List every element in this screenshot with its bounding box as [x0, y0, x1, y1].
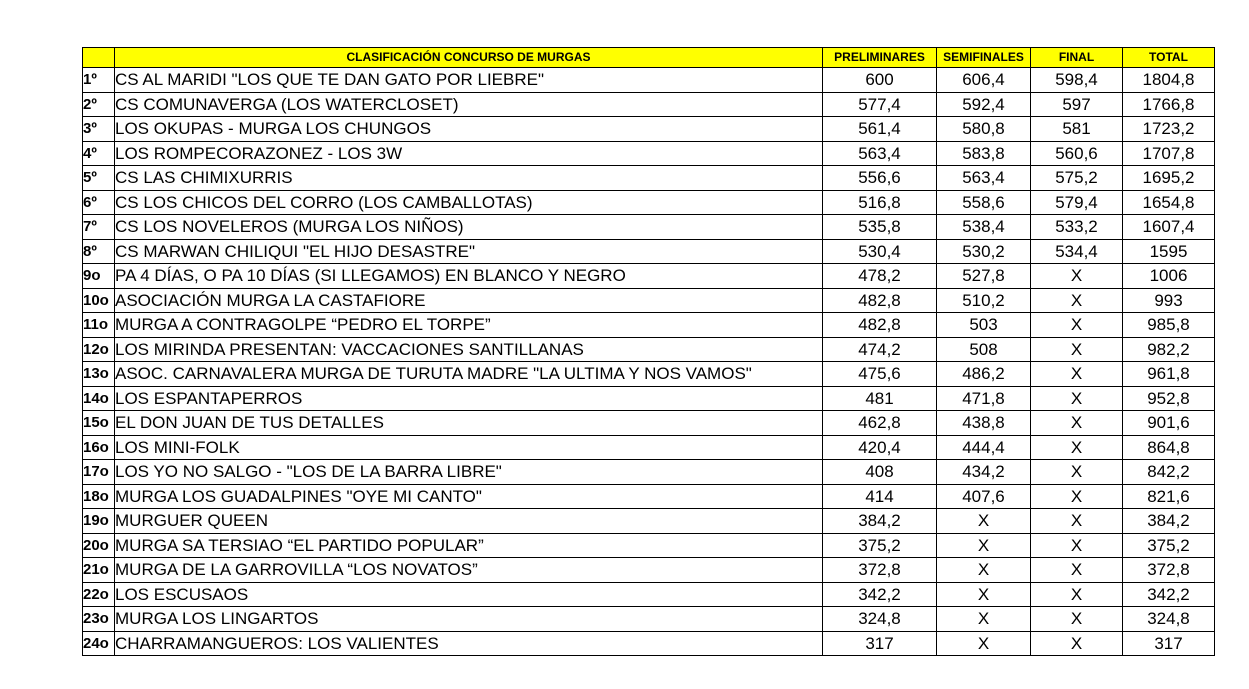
row-position: 10o: [83, 288, 115, 313]
row-murga-name: MURGA A CONTRAGOLPE “PEDRO EL TORPE”: [115, 313, 823, 338]
row-total-score: 961,8: [1123, 362, 1215, 387]
row-preliminares-score: 530,4: [823, 239, 937, 264]
row-murga-name: LOS OKUPAS - MURGA LOS CHUNGOS: [115, 117, 823, 142]
row-position: 1º: [83, 68, 115, 93]
row-total-score: 901,6: [1123, 411, 1215, 436]
row-preliminares-score: 474,2: [823, 337, 937, 362]
row-preliminares-score: 478,2: [823, 264, 937, 289]
row-total-score: 324,8: [1123, 607, 1215, 632]
header-final: FINAL: [1031, 48, 1123, 68]
row-final-score: 534,4: [1031, 239, 1123, 264]
row-preliminares-score: 342,2: [823, 582, 937, 607]
row-semifinales-score: 580,8: [937, 117, 1031, 142]
row-total-score: 317: [1123, 631, 1215, 656]
row-final-score: X: [1031, 362, 1123, 387]
row-position: 22o: [83, 582, 115, 607]
row-final-score: 598,4: [1031, 68, 1123, 93]
row-preliminares-score: 600: [823, 68, 937, 93]
row-murga-name: MURGA LOS LINGARTOS: [115, 607, 823, 632]
row-preliminares-score: 324,8: [823, 607, 937, 632]
row-semifinales-score: 538,4: [937, 215, 1031, 240]
row-semifinales-score: 444,4: [937, 435, 1031, 460]
table-row: [83, 166, 1215, 191]
row-preliminares-score: 556,6: [823, 166, 937, 191]
row-semifinales-score: X: [937, 582, 1031, 607]
row-murga-name: MURGUER QUEEN: [115, 509, 823, 534]
table-row: [83, 92, 1215, 117]
row-murga-name: PA 4 DÍAS, O PA 10 DÍAS (SI LLEGAMOS) EN BLANCO Y NEGRO: [115, 264, 823, 289]
header-title: CLASIFICACIÓN CONCURSO DE MURGAS: [115, 48, 823, 68]
row-final-score: X: [1031, 460, 1123, 485]
row-murga-name: CS AL MARIDI "LOS QUE TE DAN GATO POR LIEBRE": [115, 68, 823, 93]
row-murga-name: ASOC. CARNAVALERA MURGA DE TURUTA MADRE "LA ULTIMA Y NOS VAMOS": [115, 362, 823, 387]
row-semifinales-score: 471,8: [937, 386, 1031, 411]
row-total-score: 1766,8: [1123, 92, 1215, 117]
table-row: [83, 362, 1215, 387]
row-preliminares-score: 420,4: [823, 435, 937, 460]
row-murga-name: MURGA SA TERSIAO “EL PARTIDO POPULAR”: [115, 533, 823, 558]
row-total-score: 375,2: [1123, 533, 1215, 558]
row-final-score: 581: [1031, 117, 1123, 142]
row-semifinales-score: 563,4: [937, 166, 1031, 191]
row-murga-name: EL DON JUAN DE TUS DETALLES: [115, 411, 823, 436]
row-preliminares-score: 561,4: [823, 117, 937, 142]
table-row: [83, 435, 1215, 460]
row-final-score: X: [1031, 558, 1123, 583]
row-semifinales-score: 510,2: [937, 288, 1031, 313]
table-row: [83, 386, 1215, 411]
row-murga-name: LOS ROMPECORAZONEZ - LOS 3W: [115, 141, 823, 166]
row-total-score: 864,8: [1123, 435, 1215, 460]
table-row: [83, 607, 1215, 632]
row-preliminares-score: 481: [823, 386, 937, 411]
row-position: 15o: [83, 411, 115, 436]
table-row: [83, 190, 1215, 215]
row-preliminares-score: 577,4: [823, 92, 937, 117]
row-position: 16o: [83, 435, 115, 460]
row-total-score: 1804,8: [1123, 68, 1215, 93]
row-final-score: X: [1031, 533, 1123, 558]
table-row: [83, 264, 1215, 289]
row-total-score: 1695,2: [1123, 166, 1215, 191]
row-total-score: 1707,8: [1123, 141, 1215, 166]
row-semifinales-score: X: [937, 558, 1031, 583]
table-row: [83, 558, 1215, 583]
row-semifinales-score: 558,6: [937, 190, 1031, 215]
table-body: [83, 68, 1215, 656]
header-row: [83, 48, 1215, 68]
table-row: [83, 239, 1215, 264]
row-total-score: 985,8: [1123, 313, 1215, 338]
row-position: 19o: [83, 509, 115, 534]
row-preliminares-score: 482,8: [823, 288, 937, 313]
row-position: 17o: [83, 460, 115, 485]
row-position: 14o: [83, 386, 115, 411]
row-position: 18o: [83, 484, 115, 509]
row-total-score: 952,8: [1123, 386, 1215, 411]
row-final-score: 579,4: [1031, 190, 1123, 215]
row-semifinales-score: X: [937, 509, 1031, 534]
row-position: 23o: [83, 607, 115, 632]
row-position: 21o: [83, 558, 115, 583]
row-semifinales-score: X: [937, 533, 1031, 558]
header-position: [83, 48, 115, 68]
row-semifinales-score: 527,8: [937, 264, 1031, 289]
row-semifinales-score: 407,6: [937, 484, 1031, 509]
header-semifinales: SEMIFINALES: [937, 48, 1031, 68]
table-row: [83, 460, 1215, 485]
table-row: [83, 631, 1215, 656]
row-preliminares-score: 482,8: [823, 313, 937, 338]
row-position: 9o: [83, 264, 115, 289]
table-row: [83, 509, 1215, 534]
row-final-score: X: [1031, 582, 1123, 607]
row-total-score: 1607,4: [1123, 215, 1215, 240]
classification-table: [82, 47, 1215, 656]
table-row: [83, 215, 1215, 240]
table-row: [83, 141, 1215, 166]
row-total-score: 993: [1123, 288, 1215, 313]
row-final-score: X: [1031, 264, 1123, 289]
row-preliminares-score: 317: [823, 631, 937, 656]
row-murga-name: LOS MIRINDA PRESENTAN: VACCACIONES SANTILLANAS: [115, 337, 823, 362]
row-final-score: X: [1031, 509, 1123, 534]
row-murga-name: MURGA DE LA GARROVILLA “LOS NOVATOS”: [115, 558, 823, 583]
row-preliminares-score: 375,2: [823, 533, 937, 558]
row-preliminares-score: 462,8: [823, 411, 937, 436]
row-position: 13o: [83, 362, 115, 387]
row-total-score: 1723,2: [1123, 117, 1215, 142]
row-position: 2º: [83, 92, 115, 117]
row-preliminares-score: 563,4: [823, 141, 937, 166]
row-murga-name: MURGA LOS GUADALPINES "OYE MI CANTO": [115, 484, 823, 509]
row-total-score: 342,2: [1123, 582, 1215, 607]
row-total-score: 1006: [1123, 264, 1215, 289]
row-murga-name: CS MARWAN CHILIQUI "EL HIJO DESASTRE": [115, 239, 823, 264]
row-position: 4º: [83, 141, 115, 166]
row-murga-name: CS LOS NOVELEROS (MURGA LOS NIÑOS): [115, 215, 823, 240]
row-murga-name: CS LOS CHICOS DEL CORRO (LOS CAMBALLOTAS): [115, 190, 823, 215]
row-position: 5º: [83, 166, 115, 191]
row-semifinales-score: 486,2: [937, 362, 1031, 387]
row-murga-name: LOS YO NO SALGO - "LOS DE LA BARRA LIBRE": [115, 460, 823, 485]
table-row: [83, 313, 1215, 338]
table-row: [83, 68, 1215, 93]
row-final-score: X: [1031, 484, 1123, 509]
row-position: 20o: [83, 533, 115, 558]
row-murga-name: CS COMUNAVERGA (LOS WATERCLOSET): [115, 92, 823, 117]
row-semifinales-score: X: [937, 607, 1031, 632]
row-final-score: X: [1031, 337, 1123, 362]
row-murga-name: LOS ESCUSAOS: [115, 582, 823, 607]
row-semifinales-score: 503: [937, 313, 1031, 338]
row-final-score: X: [1031, 313, 1123, 338]
row-total-score: 982,2: [1123, 337, 1215, 362]
row-final-score: 597: [1031, 92, 1123, 117]
table-row: [83, 411, 1215, 436]
row-semifinales-score: 606,4: [937, 68, 1031, 93]
row-final-score: X: [1031, 435, 1123, 460]
row-final-score: X: [1031, 607, 1123, 632]
row-preliminares-score: 408: [823, 460, 937, 485]
row-preliminares-score: 516,8: [823, 190, 937, 215]
row-position: 3º: [83, 117, 115, 142]
row-murga-name: CHARRAMANGUEROS: LOS VALIENTES: [115, 631, 823, 656]
table-row: [83, 288, 1215, 313]
row-preliminares-score: 535,8: [823, 215, 937, 240]
row-preliminares-score: 414: [823, 484, 937, 509]
row-preliminares-score: 475,6: [823, 362, 937, 387]
header-total: TOTAL: [1123, 48, 1215, 68]
row-position: 11o: [83, 313, 115, 338]
row-semifinales-score: X: [937, 631, 1031, 656]
row-murga-name: LOS ESPANTAPERROS: [115, 386, 823, 411]
row-position: 24o: [83, 631, 115, 656]
row-total-score: 1654,8: [1123, 190, 1215, 215]
row-position: 8º: [83, 239, 115, 264]
row-final-score: 533,2: [1031, 215, 1123, 240]
table-row: [83, 337, 1215, 362]
row-semifinales-score: 530,2: [937, 239, 1031, 264]
table-row: [83, 117, 1215, 142]
row-murga-name: CS LAS CHIMIXURRIS: [115, 166, 823, 191]
row-total-score: 842,2: [1123, 460, 1215, 485]
row-preliminares-score: 384,2: [823, 509, 937, 534]
row-position: 6º: [83, 190, 115, 215]
row-semifinales-score: 583,8: [937, 141, 1031, 166]
row-final-score: X: [1031, 288, 1123, 313]
table-row: [83, 533, 1215, 558]
row-preliminares-score: 372,8: [823, 558, 937, 583]
row-semifinales-score: 438,8: [937, 411, 1031, 436]
row-murga-name: ASOCIACIÓN MURGA LA CASTAFIORE: [115, 288, 823, 313]
row-final-score: X: [1031, 631, 1123, 656]
row-total-score: 821,6: [1123, 484, 1215, 509]
row-final-score: 560,6: [1031, 141, 1123, 166]
row-total-score: 384,2: [1123, 509, 1215, 534]
row-total-score: 1595: [1123, 239, 1215, 264]
row-semifinales-score: 508: [937, 337, 1031, 362]
header-preliminares: PRELIMINARES: [823, 48, 937, 68]
row-semifinales-score: 434,2: [937, 460, 1031, 485]
table-row: [83, 582, 1215, 607]
row-semifinales-score: 592,4: [937, 92, 1031, 117]
row-total-score: 372,8: [1123, 558, 1215, 583]
row-final-score: X: [1031, 386, 1123, 411]
table-row: [83, 484, 1215, 509]
row-final-score: 575,2: [1031, 166, 1123, 191]
row-position: 7º: [83, 215, 115, 240]
row-final-score: X: [1031, 411, 1123, 436]
row-position: 12o: [83, 337, 115, 362]
row-murga-name: LOS MINI-FOLK: [115, 435, 823, 460]
